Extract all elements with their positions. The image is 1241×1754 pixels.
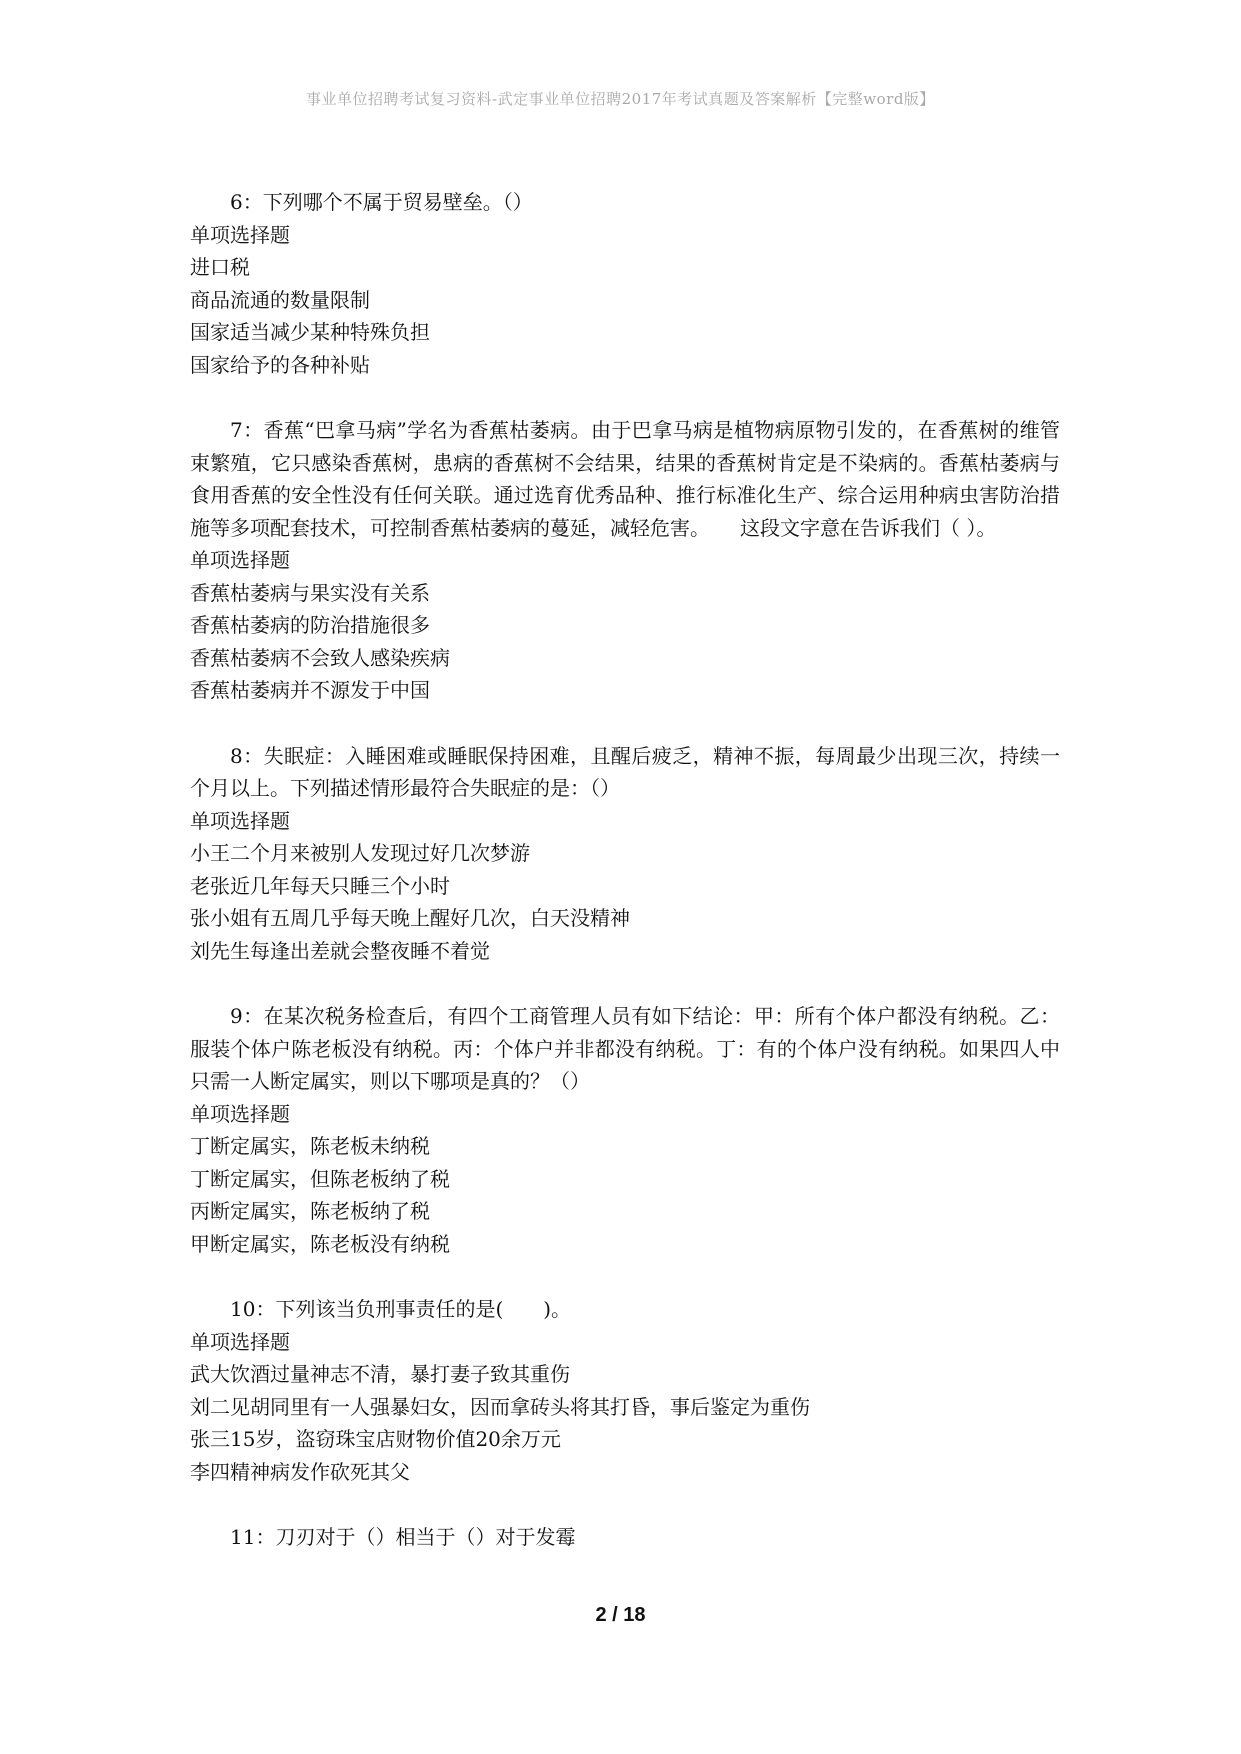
question-stem: 11：刀刃对于（）相当于（）对于发霉 xyxy=(230,1525,576,1549)
question-stem: 9：在某次税务检查后，有四个工商管理人员有如下结论：甲：所有个体户都没有纳税。乙：服装个体户陈老板没有纳税。丙：个体户并非都没有纳税。丁：有的个体户没有纳税。如果四人中只需一人断定属实，则以下哪项是真的？（） xyxy=(190,1004,1060,1093)
question-stem: 7：香蕉“巴拿马病”学名为香蕉枯萎病。由于巴拿马病是植物病原物引发的，在香蕉树的维管束繁殖，它只感染香蕉树，患病的香蕉树不会结果，结果的香蕉树肯定是不染病的。香蕉枯萎病与食用香蕉的安全性没有任何关联。通过选育优秀品种、推行标准化生产、综合运用种病虫害防治措施等多项配套技术，可控制香蕉枯萎病的蔓延，减轻危害。 这段文字意在告诉我们（ ）。 xyxy=(190,418,1060,540)
option: 张三15岁，盗窃珠宝店财物价值20余万元 xyxy=(190,1427,561,1451)
option: 小王二个月来被别人发现过好几次梦游 xyxy=(190,841,530,865)
question-10 xyxy=(190,1293,1060,1488)
option: 李四精神病发作砍死其父 xyxy=(190,1459,410,1484)
question-type: 单项选择题 xyxy=(190,222,290,247)
option: 商品流通的数量限制 xyxy=(190,287,370,312)
option: 刘先生每逢出差就会整夜睡不着觉 xyxy=(190,938,490,963)
option: 进口税 xyxy=(190,255,250,279)
option: 丁断定属实，但陈老板纳了税 xyxy=(190,1166,450,1191)
question-stem: 10：下列该当负刑事责任的是( )。 xyxy=(230,1297,572,1321)
option: 丙断定属实，陈老板纳了税 xyxy=(190,1199,430,1223)
question-6 xyxy=(190,186,1060,381)
question-7 xyxy=(190,414,1060,707)
question-type: 单项选择题 xyxy=(190,1329,290,1354)
option: 张小姐有五周几乎每天晚上醒好几次，白天没精神 xyxy=(190,906,630,930)
question-11 xyxy=(190,1521,1060,1554)
option: 国家适当减少某种特殊负担 xyxy=(190,320,430,344)
question-9 xyxy=(190,1000,1060,1260)
question-type: 单项选择题 xyxy=(190,1101,290,1126)
option: 香蕉枯萎病并不源发于中国 xyxy=(190,678,430,702)
option: 香蕉枯萎病不会致人感染疾病 xyxy=(190,645,450,670)
option: 老张近几年每天只睡三个小时 xyxy=(190,873,450,898)
option: 香蕉枯萎病与果实没有关系 xyxy=(190,580,430,605)
option: 武大饮酒过量神志不清，暴打妻子致其重伤 xyxy=(190,1362,570,1386)
page-number: 2 / 18 xyxy=(595,1604,646,1626)
question-type: 单项选择题 xyxy=(190,548,290,572)
question-type: 单项选择题 xyxy=(190,808,290,833)
question-8 xyxy=(190,740,1060,968)
option: 甲断定属实，陈老板没有纳税 xyxy=(190,1231,450,1256)
option: 香蕉枯萎病的防治措施很多 xyxy=(190,613,430,637)
document-body xyxy=(190,186,1060,1587)
question-stem: 8：失眠症：入睡困难或睡眠保持困难，且醒后疲乏，精神不振，每周最少出现三次，持续一个月以上。下列描述情形最符合失眠症的是：（） xyxy=(190,743,1060,800)
option: 丁断定属实，陈老板未纳税 xyxy=(190,1134,430,1158)
question-stem: 6：下列哪个不属于贸易壁垒。（） xyxy=(230,190,533,214)
option: 刘二见胡同里有一人强暴妇女，因而拿砖头将其打昏，事后鉴定为重伤 xyxy=(190,1394,810,1419)
option: 国家给予的各种补贴 xyxy=(190,352,370,377)
page-header: 事业单位招聘考试复习资料-武定事业单位招聘2017年考试真题及答案解析【完整word版】 xyxy=(306,90,935,108)
